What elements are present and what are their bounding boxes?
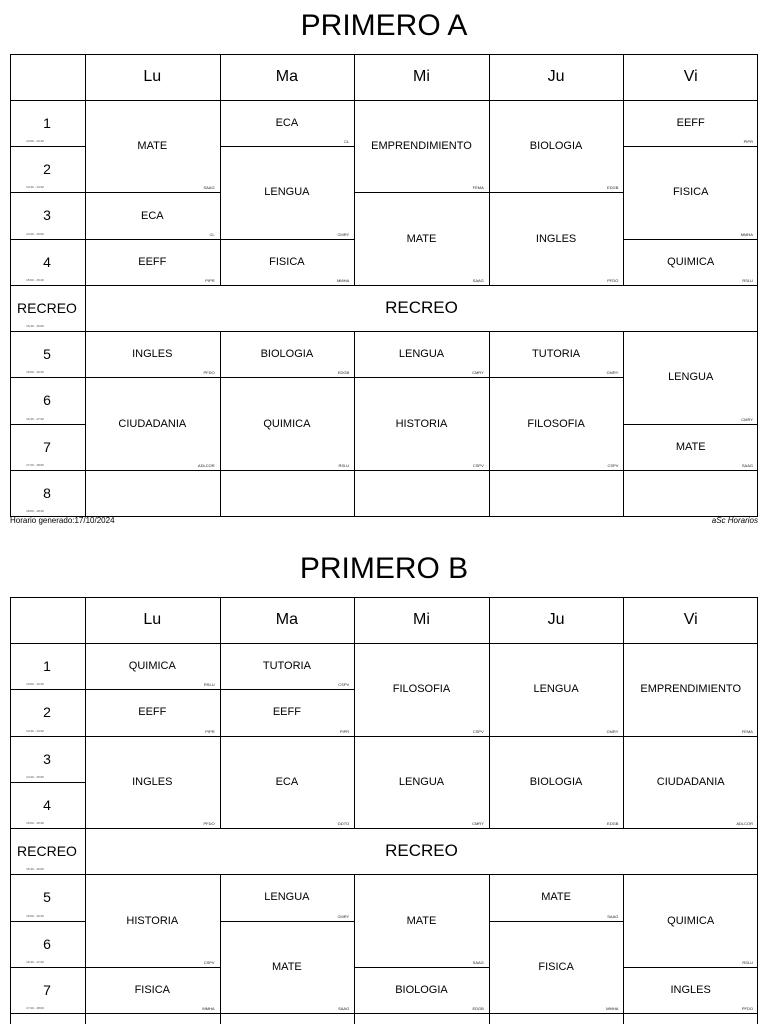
lesson-teacher: PFDO bbox=[203, 821, 215, 826]
lesson-subject: HISTORIA bbox=[395, 417, 448, 430]
grid-line bbox=[489, 100, 625, 101]
lesson-cell[interactable] bbox=[354, 736, 489, 829]
grid-line bbox=[489, 470, 625, 471]
day-header: Lu bbox=[143, 68, 162, 85]
lesson-subject: EEFF bbox=[138, 255, 167, 268]
lesson-cell[interactable] bbox=[220, 643, 355, 689]
period-label: 5 bbox=[43, 346, 51, 363]
lesson-cell[interactable] bbox=[623, 331, 758, 423]
grid-line bbox=[623, 1013, 758, 1014]
grid-line bbox=[623, 331, 758, 332]
grid-line bbox=[354, 643, 490, 644]
period-time: 15:00 - 15:40 bbox=[26, 821, 44, 825]
lesson-cell[interactable] bbox=[489, 736, 624, 829]
grid-line bbox=[354, 285, 490, 286]
lesson-teacher: DDTO bbox=[337, 821, 350, 826]
grid-line bbox=[85, 736, 221, 737]
day-header: Vi bbox=[683, 611, 698, 628]
lesson-subject: FILOSOFIA bbox=[392, 683, 451, 696]
lesson-cell[interactable] bbox=[623, 874, 758, 967]
grid-line bbox=[220, 285, 356, 286]
lesson-subject: MATE bbox=[272, 960, 302, 973]
grid-line bbox=[489, 377, 625, 378]
period-label: 5 bbox=[43, 889, 51, 906]
lesson-cell[interactable] bbox=[489, 377, 624, 469]
period-label: 2 bbox=[43, 161, 51, 178]
lesson-cell[interactable] bbox=[220, 239, 355, 285]
schedule-title: PRIMERO A bbox=[300, 9, 468, 42]
grid-line bbox=[220, 643, 356, 644]
lesson-subject: HISTORIA bbox=[126, 914, 179, 927]
grid-line bbox=[85, 192, 221, 193]
lesson-subject: MATE bbox=[406, 914, 437, 927]
grid-line bbox=[623, 874, 624, 1024]
lesson-cell[interactable] bbox=[489, 192, 624, 284]
period-label: 7 bbox=[43, 981, 51, 998]
lesson-teacher: FEMA bbox=[741, 728, 753, 734]
generated-date: Horario generado:17/10/2024 bbox=[10, 516, 115, 525]
grid-line bbox=[489, 643, 625, 644]
lesson-teacher: CSPV bbox=[607, 462, 619, 468]
grid-line bbox=[623, 597, 624, 829]
lesson-teacher: PFDO bbox=[607, 277, 619, 283]
lesson-subject: INGLES bbox=[132, 775, 173, 788]
period-time: 13:00 - 13:40 bbox=[26, 682, 44, 687]
day-header: Mi bbox=[413, 611, 430, 628]
lesson-subject: QUIMICA bbox=[667, 914, 715, 927]
lesson-cell[interactable] bbox=[623, 643, 758, 736]
grid-line bbox=[623, 643, 758, 644]
period-label: 7 bbox=[43, 438, 51, 455]
grid-line bbox=[354, 54, 355, 286]
period-label: 6 bbox=[43, 392, 51, 409]
lesson-cell[interactable] bbox=[354, 100, 489, 192]
lesson-teacher: SAAG bbox=[741, 462, 753, 468]
lesson-teacher: PIPR bbox=[205, 728, 215, 734]
lesson-teacher: MMHA bbox=[202, 1006, 215, 1011]
lesson-subject: EEFF bbox=[272, 706, 301, 719]
day-header: Ju bbox=[547, 68, 565, 85]
lesson-cell[interactable] bbox=[220, 331, 355, 377]
lesson-cell[interactable] bbox=[85, 239, 220, 285]
grid-line bbox=[757, 54, 758, 517]
grid-line bbox=[220, 239, 356, 240]
grid-line bbox=[85, 828, 221, 829]
lesson-cell[interactable] bbox=[220, 377, 355, 469]
period-time: 13:40 - 14:20 bbox=[26, 728, 44, 733]
lesson-cell[interactable] bbox=[85, 331, 220, 377]
period-time: 13:00 - 13:40 bbox=[26, 139, 44, 144]
grid-line bbox=[220, 146, 356, 147]
period-time: 14:20 - 15:00 bbox=[26, 774, 44, 779]
lesson-cell[interactable] bbox=[354, 377, 489, 469]
period-time: 15:00 - 15:40 bbox=[26, 277, 44, 282]
lesson-subject: LENGUA bbox=[398, 348, 445, 361]
lesson-cell[interactable] bbox=[623, 239, 758, 285]
lesson-teacher: CSPV bbox=[338, 682, 350, 688]
lesson-teacher: FEMA bbox=[472, 185, 484, 191]
grid-line bbox=[85, 470, 221, 471]
grid-line bbox=[354, 828, 490, 829]
period-label: 4 bbox=[43, 253, 51, 270]
period-label: 4 bbox=[43, 796, 51, 813]
lesson-subject: EMPRENDIMIENTO bbox=[640, 683, 741, 696]
grid-line bbox=[85, 285, 221, 286]
lesson-subject: ECA bbox=[275, 775, 299, 788]
lesson-cell[interactable] bbox=[354, 470, 489, 516]
period-label: RECREO bbox=[17, 843, 77, 859]
lesson-subject: LENGUA bbox=[264, 186, 310, 199]
lesson-teacher: EDGB bbox=[607, 821, 619, 826]
grid-line bbox=[10, 285, 86, 286]
lesson-cell[interactable] bbox=[85, 100, 220, 192]
lesson-subject: CIUDADANIA bbox=[118, 417, 187, 430]
lesson-cell[interactable] bbox=[85, 967, 220, 1013]
timetable-grid bbox=[10, 597, 758, 1024]
lesson-teacher: PIPR bbox=[339, 728, 350, 734]
lesson-teacher: SAAG bbox=[607, 913, 619, 919]
period-time: 15:40 - 16:00 bbox=[26, 867, 44, 872]
lesson-cell[interactable] bbox=[85, 736, 220, 829]
grid-line bbox=[10, 828, 86, 829]
lesson-cell[interactable] bbox=[85, 689, 220, 735]
lesson-teacher: CMRY bbox=[606, 728, 619, 734]
lesson-subject: ECA bbox=[140, 209, 164, 222]
day-header: Ma bbox=[275, 68, 298, 85]
grid-line bbox=[85, 100, 221, 101]
grid-line bbox=[10, 736, 86, 737]
lesson-cell[interactable] bbox=[220, 874, 355, 920]
lesson-cell[interactable] bbox=[623, 100, 758, 146]
grid-line bbox=[489, 54, 490, 286]
lesson-teacher: PFDO bbox=[741, 1006, 753, 1011]
grid-line bbox=[220, 377, 356, 378]
grid-line bbox=[623, 424, 758, 425]
grid-line bbox=[623, 239, 758, 240]
grid-line bbox=[489, 1013, 625, 1014]
grid-line bbox=[354, 470, 490, 471]
grid-line bbox=[489, 285, 625, 286]
grid-line bbox=[623, 874, 758, 875]
grid-line bbox=[85, 967, 221, 968]
lesson-teacher: CMRY bbox=[472, 821, 484, 826]
day-header: Lu bbox=[143, 611, 162, 628]
grid-line bbox=[85, 54, 86, 517]
period-label: RECREO bbox=[17, 299, 77, 316]
grid-line bbox=[354, 1013, 490, 1014]
lesson-cell[interactable] bbox=[220, 736, 355, 829]
grid-line bbox=[354, 331, 490, 332]
lesson-teacher: CSPV bbox=[472, 462, 484, 468]
grid-line bbox=[220, 874, 221, 1024]
lesson-subject: INGLES bbox=[132, 348, 173, 361]
lesson-subject: MATE bbox=[137, 140, 168, 153]
grid-line bbox=[10, 967, 86, 968]
period-label: 1 bbox=[43, 115, 51, 131]
lesson-cell[interactable] bbox=[623, 967, 758, 1013]
grid-line bbox=[489, 828, 625, 829]
lesson-subject: FILOSOFIA bbox=[527, 417, 585, 430]
lesson-teacher: ADLCOR bbox=[736, 821, 753, 826]
grid-line bbox=[623, 54, 624, 286]
lesson-cell[interactable] bbox=[354, 874, 489, 967]
lesson-teacher: SAAG bbox=[472, 959, 484, 965]
lesson-teacher: PIPR bbox=[205, 277, 215, 283]
grid-line bbox=[489, 331, 490, 517]
lesson-subject: FISICA bbox=[134, 983, 171, 996]
lesson-teacher: CMRY bbox=[337, 913, 350, 919]
grid-line bbox=[623, 470, 758, 471]
schedule-title: PRIMERO B bbox=[299, 552, 469, 585]
lesson-subject: BIOLOGIA bbox=[529, 140, 583, 153]
lesson-subject: BIOLOGIA bbox=[395, 983, 448, 996]
lesson-subject: QUIMICA bbox=[128, 660, 176, 673]
lesson-teacher: RSLU bbox=[338, 462, 350, 468]
grid-line bbox=[85, 643, 221, 644]
grid-line bbox=[354, 736, 490, 737]
lesson-teacher: CSPV bbox=[472, 728, 484, 734]
grid-line bbox=[220, 331, 221, 517]
grid-line bbox=[85, 874, 221, 875]
grid-line bbox=[10, 516, 758, 517]
grid-line bbox=[220, 689, 356, 690]
lesson-subject: LENGUA bbox=[668, 371, 714, 384]
lesson-subject: MATE bbox=[675, 440, 706, 453]
grid-line bbox=[85, 689, 221, 690]
lesson-subject: EEFF bbox=[138, 706, 167, 719]
grid-line bbox=[354, 377, 490, 378]
lesson-subject: MATE bbox=[541, 891, 571, 904]
lesson-cell[interactable] bbox=[489, 643, 624, 736]
lesson-cell[interactable] bbox=[220, 470, 355, 516]
lesson-teacher: PFDO bbox=[203, 370, 215, 376]
period-time: 16:40 - 17:20 bbox=[26, 416, 44, 421]
grid-line bbox=[623, 967, 758, 968]
day-header: Ma bbox=[275, 611, 298, 628]
lesson-subject: INGLES bbox=[535, 232, 577, 245]
grid-line bbox=[10, 54, 11, 517]
lesson-cell[interactable] bbox=[489, 470, 624, 516]
lesson-teacher: MMHA bbox=[740, 231, 753, 237]
lesson-subject: LENGUA bbox=[533, 683, 579, 696]
grid-line bbox=[10, 1013, 86, 1014]
lesson-cell[interactable] bbox=[623, 470, 758, 516]
period-time: 15:40 - 16:00 bbox=[26, 324, 44, 329]
period-label: 3 bbox=[43, 750, 51, 767]
day-header: Vi bbox=[683, 68, 698, 85]
lesson-cell[interactable] bbox=[220, 689, 355, 735]
lesson-teacher: CL bbox=[209, 231, 215, 237]
lesson-subject: FISICA bbox=[538, 960, 574, 973]
grid-line bbox=[10, 146, 86, 147]
period-label: 8 bbox=[43, 484, 51, 501]
period-label: 2 bbox=[43, 704, 51, 721]
grid-line bbox=[354, 597, 355, 829]
grid-line bbox=[220, 1013, 356, 1014]
lesson-cell[interactable] bbox=[220, 921, 355, 1014]
lesson-subject: QUIMICA bbox=[667, 255, 715, 268]
grid-line bbox=[10, 597, 11, 1024]
grid-line bbox=[354, 967, 490, 968]
lesson-teacher: RSLU bbox=[742, 277, 753, 283]
lesson-cell[interactable] bbox=[354, 967, 489, 1013]
grid-line bbox=[354, 874, 355, 1024]
period-time: 14:20 - 15:00 bbox=[26, 231, 44, 236]
grid-line bbox=[85, 597, 86, 1024]
recreo-band: RECREO bbox=[385, 297, 458, 317]
grid-line bbox=[489, 331, 625, 332]
recreo-band: RECREO bbox=[385, 841, 458, 861]
lesson-cell[interactable] bbox=[85, 470, 220, 516]
lesson-cell[interactable] bbox=[85, 192, 220, 238]
lesson-teacher: CMRY bbox=[472, 370, 484, 376]
lesson-teacher: CL bbox=[344, 139, 350, 145]
lesson-teacher: ADLCOR bbox=[197, 462, 215, 468]
lesson-teacher: SAAG bbox=[338, 1006, 350, 1011]
grid-line bbox=[220, 828, 356, 829]
timetable-grid bbox=[10, 54, 758, 517]
period-time: 17:20 - 18:00 bbox=[26, 1006, 44, 1010]
grid-line bbox=[220, 54, 221, 286]
grid-line bbox=[757, 597, 758, 1024]
lesson-subject: QUIMICA bbox=[263, 417, 311, 430]
grid-line bbox=[354, 874, 490, 875]
lesson-subject: LENGUA bbox=[264, 891, 310, 904]
grid-line bbox=[220, 331, 356, 332]
lesson-subject: CIUDADANIA bbox=[656, 775, 725, 788]
lesson-subject: FISICA bbox=[672, 186, 709, 199]
lesson-cell[interactable] bbox=[85, 377, 220, 469]
period-time: 18:00 - 18:40 bbox=[26, 508, 44, 513]
grid-line bbox=[10, 689, 86, 690]
grid-line bbox=[220, 736, 356, 737]
period-time: 16:40 - 17:20 bbox=[26, 959, 44, 964]
period-label: 3 bbox=[43, 207, 51, 224]
lesson-cell[interactable] bbox=[489, 331, 624, 377]
grid-line bbox=[623, 146, 758, 147]
lesson-subject: INGLES bbox=[670, 983, 711, 996]
lesson-teacher: CSPV bbox=[203, 959, 215, 965]
lesson-cell[interactable] bbox=[85, 874, 220, 967]
grid-line bbox=[623, 736, 758, 737]
lesson-cell[interactable] bbox=[220, 100, 355, 146]
lesson-cell[interactable] bbox=[623, 424, 758, 470]
lesson-subject: FISICA bbox=[269, 255, 305, 268]
lesson-teacher: CMRY bbox=[606, 370, 619, 376]
lesson-teacher: EDGB bbox=[337, 370, 350, 376]
lesson-cell[interactable] bbox=[489, 874, 624, 920]
grid-line bbox=[623, 828, 758, 829]
grid-line bbox=[10, 239, 86, 240]
lesson-teacher: MMHA bbox=[336, 277, 350, 283]
grid-line bbox=[354, 100, 490, 101]
lesson-teacher: SAAG bbox=[472, 277, 484, 283]
grid-line bbox=[489, 874, 490, 1024]
grid-line bbox=[623, 100, 758, 101]
period-time: 13:40 - 14:20 bbox=[26, 185, 44, 190]
lesson-teacher: EDGB bbox=[607, 185, 619, 191]
period-label: 1 bbox=[43, 658, 51, 674]
grid-line bbox=[489, 921, 625, 922]
grid-line bbox=[623, 331, 624, 517]
lesson-subject: BIOLOGIA bbox=[529, 775, 583, 788]
lesson-cell[interactable] bbox=[220, 146, 355, 238]
lesson-teacher: EDGB bbox=[472, 1006, 484, 1011]
grid-line bbox=[10, 424, 86, 425]
lesson-teacher: CMRY bbox=[337, 231, 350, 237]
lesson-subject: BIOLOGIA bbox=[260, 348, 314, 361]
grid-line bbox=[220, 874, 356, 875]
period-label: 6 bbox=[43, 935, 51, 952]
grid-line bbox=[220, 921, 356, 922]
period-time: 16:00 - 16:40 bbox=[26, 913, 44, 918]
grid-line bbox=[10, 874, 86, 875]
lesson-subject: EMPRENDIMIENTO bbox=[371, 140, 472, 153]
lesson-teacher: CMRY bbox=[741, 416, 753, 422]
grid-line bbox=[489, 192, 625, 193]
lesson-teacher: RSLU bbox=[742, 959, 753, 965]
lesson-cell[interactable] bbox=[623, 146, 758, 238]
period-time: 16:00 - 16:40 bbox=[26, 370, 44, 375]
lesson-cell[interactable] bbox=[623, 736, 758, 829]
lesson-subject: ECA bbox=[275, 117, 299, 130]
lesson-cell[interactable] bbox=[85, 643, 220, 689]
lesson-subject: TUTORIA bbox=[532, 348, 581, 361]
lesson-cell[interactable] bbox=[489, 100, 624, 192]
grid-line bbox=[220, 470, 356, 471]
grid-line bbox=[489, 736, 625, 737]
grid-line bbox=[10, 377, 86, 378]
grid-line bbox=[85, 377, 221, 378]
day-header: Mi bbox=[413, 68, 430, 85]
grid-line bbox=[489, 874, 625, 875]
grid-line bbox=[10, 470, 86, 471]
grid-line bbox=[489, 597, 490, 829]
grid-line bbox=[623, 285, 758, 286]
lesson-cell[interactable] bbox=[354, 192, 489, 284]
lesson-cell[interactable] bbox=[489, 921, 624, 1014]
grid-line bbox=[354, 192, 490, 193]
grid-line bbox=[10, 921, 86, 922]
lesson-cell[interactable] bbox=[354, 331, 489, 377]
lesson-subject: LENGUA bbox=[398, 775, 445, 788]
day-header: Ju bbox=[547, 611, 565, 628]
lesson-teacher: SAAG bbox=[203, 185, 215, 191]
grid-line bbox=[10, 192, 86, 193]
lesson-cell[interactable] bbox=[354, 643, 489, 736]
lesson-teacher: RSLU bbox=[203, 682, 215, 688]
grid-line bbox=[85, 1013, 221, 1014]
grid-line bbox=[85, 239, 221, 240]
lesson-subject: EEFF bbox=[676, 117, 705, 130]
grid-line bbox=[85, 331, 221, 332]
lesson-subject: TUTORIA bbox=[262, 660, 311, 673]
period-time: 17:20 - 18:00 bbox=[26, 462, 44, 467]
lesson-teacher: MMHA bbox=[606, 1006, 619, 1011]
grid-line bbox=[354, 331, 355, 517]
grid-line bbox=[10, 782, 86, 783]
grid-line bbox=[10, 331, 86, 332]
grid-line bbox=[220, 100, 356, 101]
grid-line bbox=[220, 597, 221, 829]
lesson-subject: MATE bbox=[406, 232, 437, 245]
software-credit: aSc Horarios bbox=[711, 516, 758, 525]
lesson-teacher: PIPR bbox=[743, 139, 753, 145]
